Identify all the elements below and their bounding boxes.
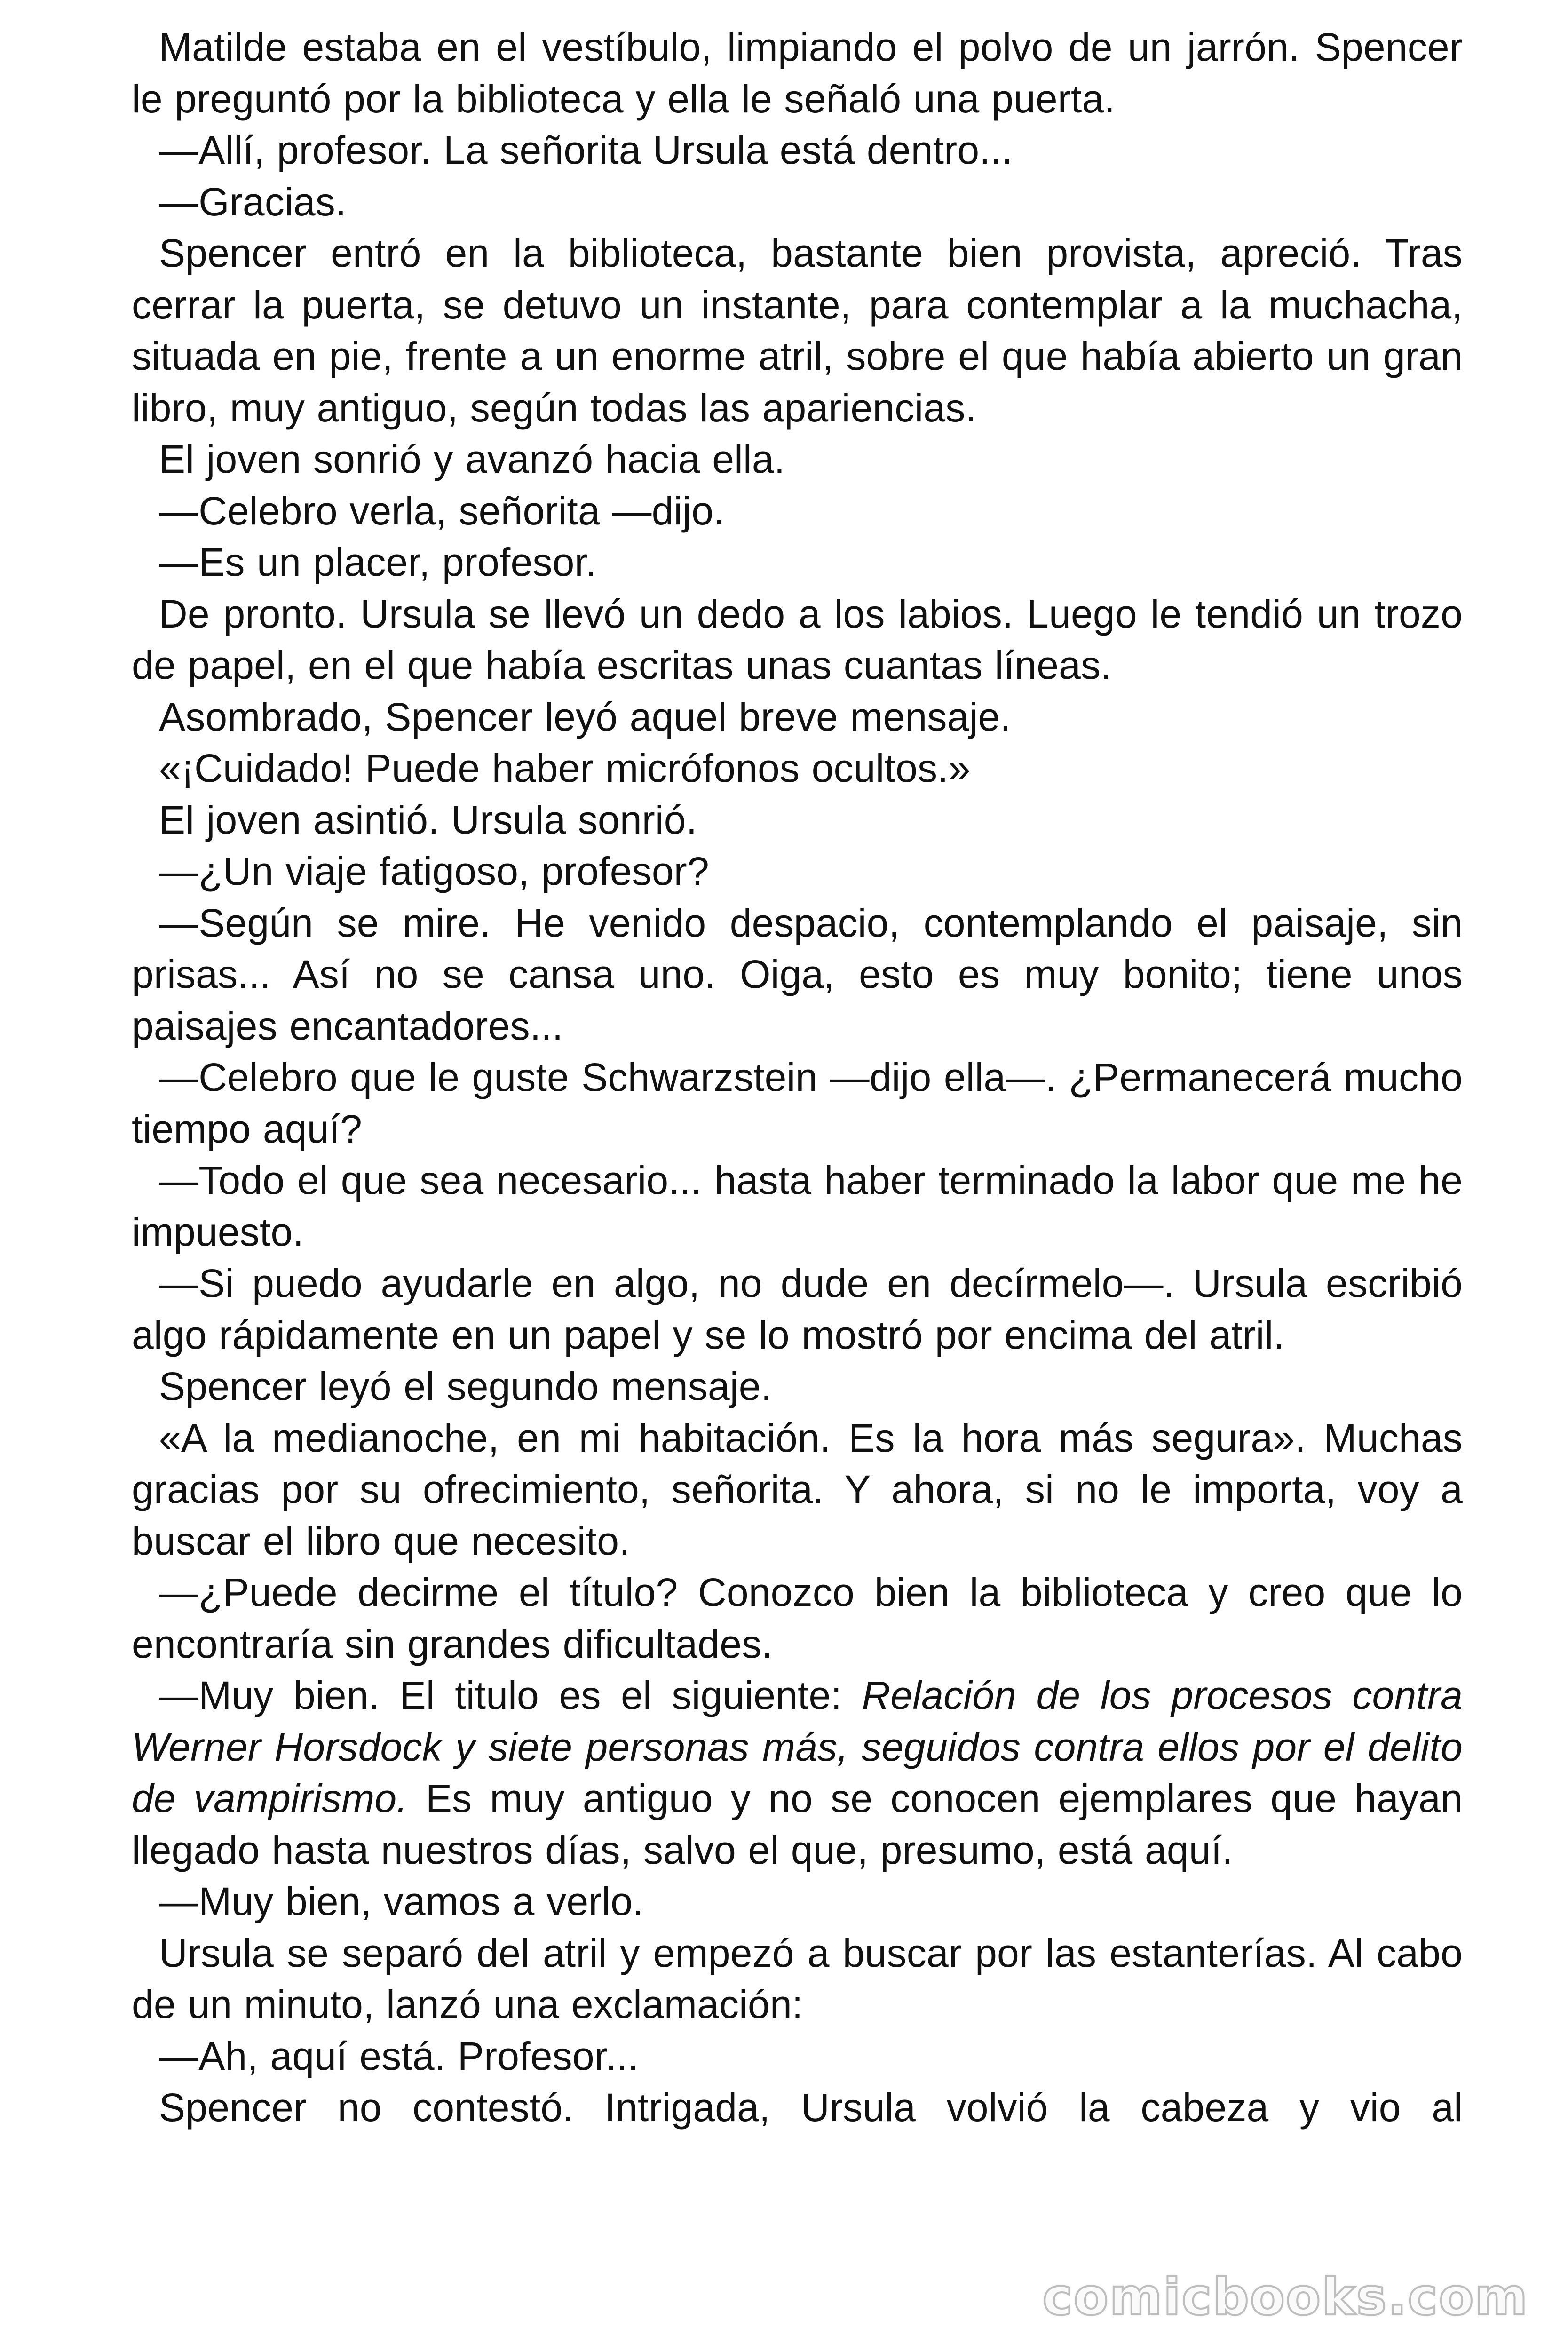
paragraph: —Según se mire. He venido despacio, contemplando el paisaje, sin prisas... Así no se cansa uno. Oiga, esto es muy bonito; tiene unos paisajes encantadores... xyxy=(132,900,1463,1048)
paragraph: Matilde estaba en el vestíbulo, limpiando el polvo de un jarrón. Spencer le preguntó por la biblioteca y ella le señaló una puerta. xyxy=(132,25,1463,121)
paragraph: —Allí, profesor. La señorita Ursula está dentro... xyxy=(159,128,1013,172)
paragraph: —Todo el que sea necesario... hasta haber terminado la labor que me he impuesto. xyxy=(132,1158,1463,1254)
paragraph: «¡Cuidado! Puede haber micrófonos ocultos.» xyxy=(159,746,971,790)
paragraph: El joven sonrió y avanzó hacia ella. xyxy=(159,437,785,481)
paragraph: —Celebro que le guste Schwarzstein —dijo ella—. ¿Permanecerá mucho tiempo aquí? xyxy=(132,1055,1463,1151)
paragraph-last-line: Spencer no contestó. Intrigada, Ursula volvió la cabeza y vio al xyxy=(159,2085,1463,2130)
paragraph: —Muy bien, vamos a verlo. xyxy=(159,1879,644,1923)
paragraph-with-book-title xyxy=(132,1670,1463,1876)
paragraph: —Ah, aquí está. Profesor... xyxy=(159,2034,639,2078)
paragraph: «A la medianoche, en mi habitación. Es la hora más segura». Muchas gracias por su ofrecimiento, señorita. Y ahora, si no le importa, voy a buscar el libro que necesito. xyxy=(132,1415,1463,1563)
watermark: comicbooks.com xyxy=(1042,2268,1528,2327)
paragraph: Asombrado, Spencer leyó aquel breve mensaje. xyxy=(159,694,1011,739)
paragraph: —Gracias. xyxy=(159,179,347,224)
paragraph-text-before: —Muy bien. El titulo es el siguiente: xyxy=(159,1673,862,1717)
paragraph: El joven asintió. Ursula sonrió. xyxy=(159,797,697,842)
paragraph: —Es un placer, profesor. xyxy=(159,540,597,584)
paragraph: —¿Puede decirme el título? Conozco bien la biblioteca y creo que lo encontraría sin grandes dificultades. xyxy=(132,1570,1463,1666)
paragraph: Spencer leyó el segundo mensaje. xyxy=(159,1364,772,1408)
paragraph-text-after: Es muy antiguo y no se conocen ejemplares que hayan llegado hasta nuestros días, salvo el que, presumo, está aquí. xyxy=(132,1776,1463,1872)
book-title: Relación de los procesos contra Werner Horsdock y siete personas más, seguidos contra ellos por el delito de vampirismo. xyxy=(132,1673,1463,1820)
paragraph: —¿Un viaje fatigoso, profesor? xyxy=(159,849,709,893)
paragraph: Spencer entró en la biblioteca, bastante bien provista, apreció. Tras cerrar la puerta, se detuvo un instante, para contemplar a la muchacha, situada en pie, frente a un enorme atril, sobre el que había abierto un gran libro, muy antiguo, según todas las apariencias. xyxy=(132,231,1463,430)
paragraph: —Si puedo ayudarle en algo, no dude en decírmelo—. Ursula escribió algo rápidamente en un papel y se lo mostró por encima del atril. xyxy=(132,1261,1463,1357)
paragraph: —Celebro verla, señorita —dijo. xyxy=(159,488,725,533)
paragraph: Ursula se separó del atril y empezó a buscar por las estanterías. Al cabo de un minuto, lanzó una exclamación: xyxy=(132,1931,1463,2026)
page-text xyxy=(132,22,1463,2134)
paragraph: De pronto. Ursula se llevó un dedo a los labios. Luego le tendió un trozo de papel, en el que había escritas unas cuantas líneas. xyxy=(132,591,1463,687)
